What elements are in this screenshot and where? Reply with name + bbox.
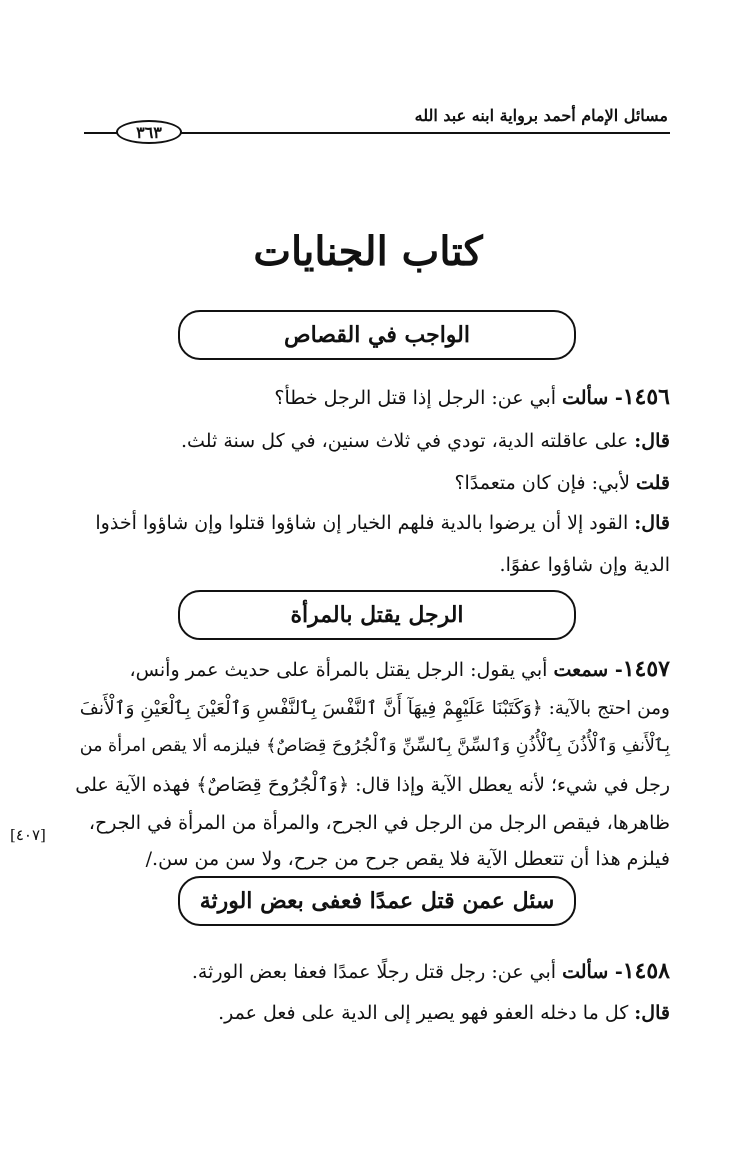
keyword: - سألت <box>562 387 623 409</box>
paragraph-line <box>89 814 670 833</box>
line-text: فيلزم هذا أن تتعطل الآية فلا يقص جرح من جرح، ولا سن من سن./ <box>145 848 670 870</box>
line-text: أبي يقول: الرجل يقتل بالمرأة على حديث عمر وأنس، <box>129 659 554 681</box>
line-text: ومن احتج بالآية: ﴿وَكَتَبْنَا عَلَيْهِمْ فِيهَآ أَنَّ ٱلنَّفْسَ بِٱلنَّفْسِ وَٱلْعَيْنَ بِٱلْعَيْنِ وَٱلْأَنفَ <box>79 698 670 719</box>
margin-reference: [٤٠٧] <box>10 826 46 844</box>
book-title: كتاب الجنايات <box>253 228 483 275</box>
keyword: قال: <box>634 1002 670 1024</box>
line-text: كل ما دخله العفو فهو يصير إلى الدية على فعل عمر. <box>218 1002 635 1024</box>
issue-number: ١٤٥٧ <box>622 656 670 682</box>
paragraph-line <box>95 514 670 533</box>
paragraph-line <box>75 776 670 795</box>
line-text: على عاقلته الدية، تودي في ثلاث سنين، في كل سنة ثلث. <box>181 430 635 452</box>
keyword: قال: <box>634 430 670 452</box>
paragraph-line <box>80 738 670 756</box>
paragraph-line <box>146 850 670 869</box>
paragraph-line <box>500 556 670 575</box>
line-text: القود إلا أن يرضوا بالدية فلهم الخيار إن شاؤوا قتلوا وإن شاؤوا أخذوا <box>95 512 635 534</box>
paragraph-line <box>218 1004 670 1023</box>
section-heading-3: سئل عمن قتل عمدًا فعفى بعض الورثة <box>178 876 576 926</box>
issue-number: ١٤٥٨ <box>622 958 670 984</box>
keyword: قال: <box>634 512 670 534</box>
keyword: - سألت <box>562 961 623 983</box>
line-text: أبي عن: الرجل إذا قتل الرجل خطأ؟ <box>274 387 563 409</box>
line-text: الدية وإن شاؤوا عفوًا. <box>499 554 670 576</box>
line-text: رجل في شيء؛ لأنه يعطل الآية وإذا قال: ﴿وَٱلْجُرُوحَ قِصَاصٌ﴾ فهذه الآية على <box>75 774 670 796</box>
keyword: - سمعت <box>553 659 623 681</box>
paragraph-line <box>181 432 670 451</box>
issue-number: ١٤٥٦ <box>622 384 670 410</box>
section-heading-1: الواجب في القصاص <box>178 310 576 360</box>
line-text: أبي عن: رجل قتل رجلًا عمدًا فعفا بعض الورثة. <box>191 961 563 983</box>
running-header-title: مسائل الإمام أحمد برواية ابنه عبد الله <box>414 106 668 125</box>
page-number: ٣٦٣ <box>116 120 182 144</box>
paragraph-line <box>274 386 670 408</box>
paragraph-line <box>130 658 670 680</box>
keyword: قلت <box>635 472 670 494</box>
section-heading-2: الرجل يقتل بالمرأة <box>178 590 576 640</box>
line-text: ظاهرها، فيقص الرجل من الرجل في الجرح، والمرأة من المرأة في الجرح، <box>88 812 670 834</box>
paragraph-line <box>454 474 670 493</box>
line-text: لأبي: فإن كان متعمدًا؟ <box>454 472 636 494</box>
paragraph-line <box>192 960 670 982</box>
paragraph-line <box>80 700 670 719</box>
line-text: بِٱلْأَنفِ وَٱلْأُذُنَ بِٱلْأُذُنِ وَٱلسِّنَّ بِٱلسِّنِّ وَٱلْجُرُوحَ قِصَاصٌ﴾ فيلزمه ألا يقص امرأة من <box>79 736 670 756</box>
